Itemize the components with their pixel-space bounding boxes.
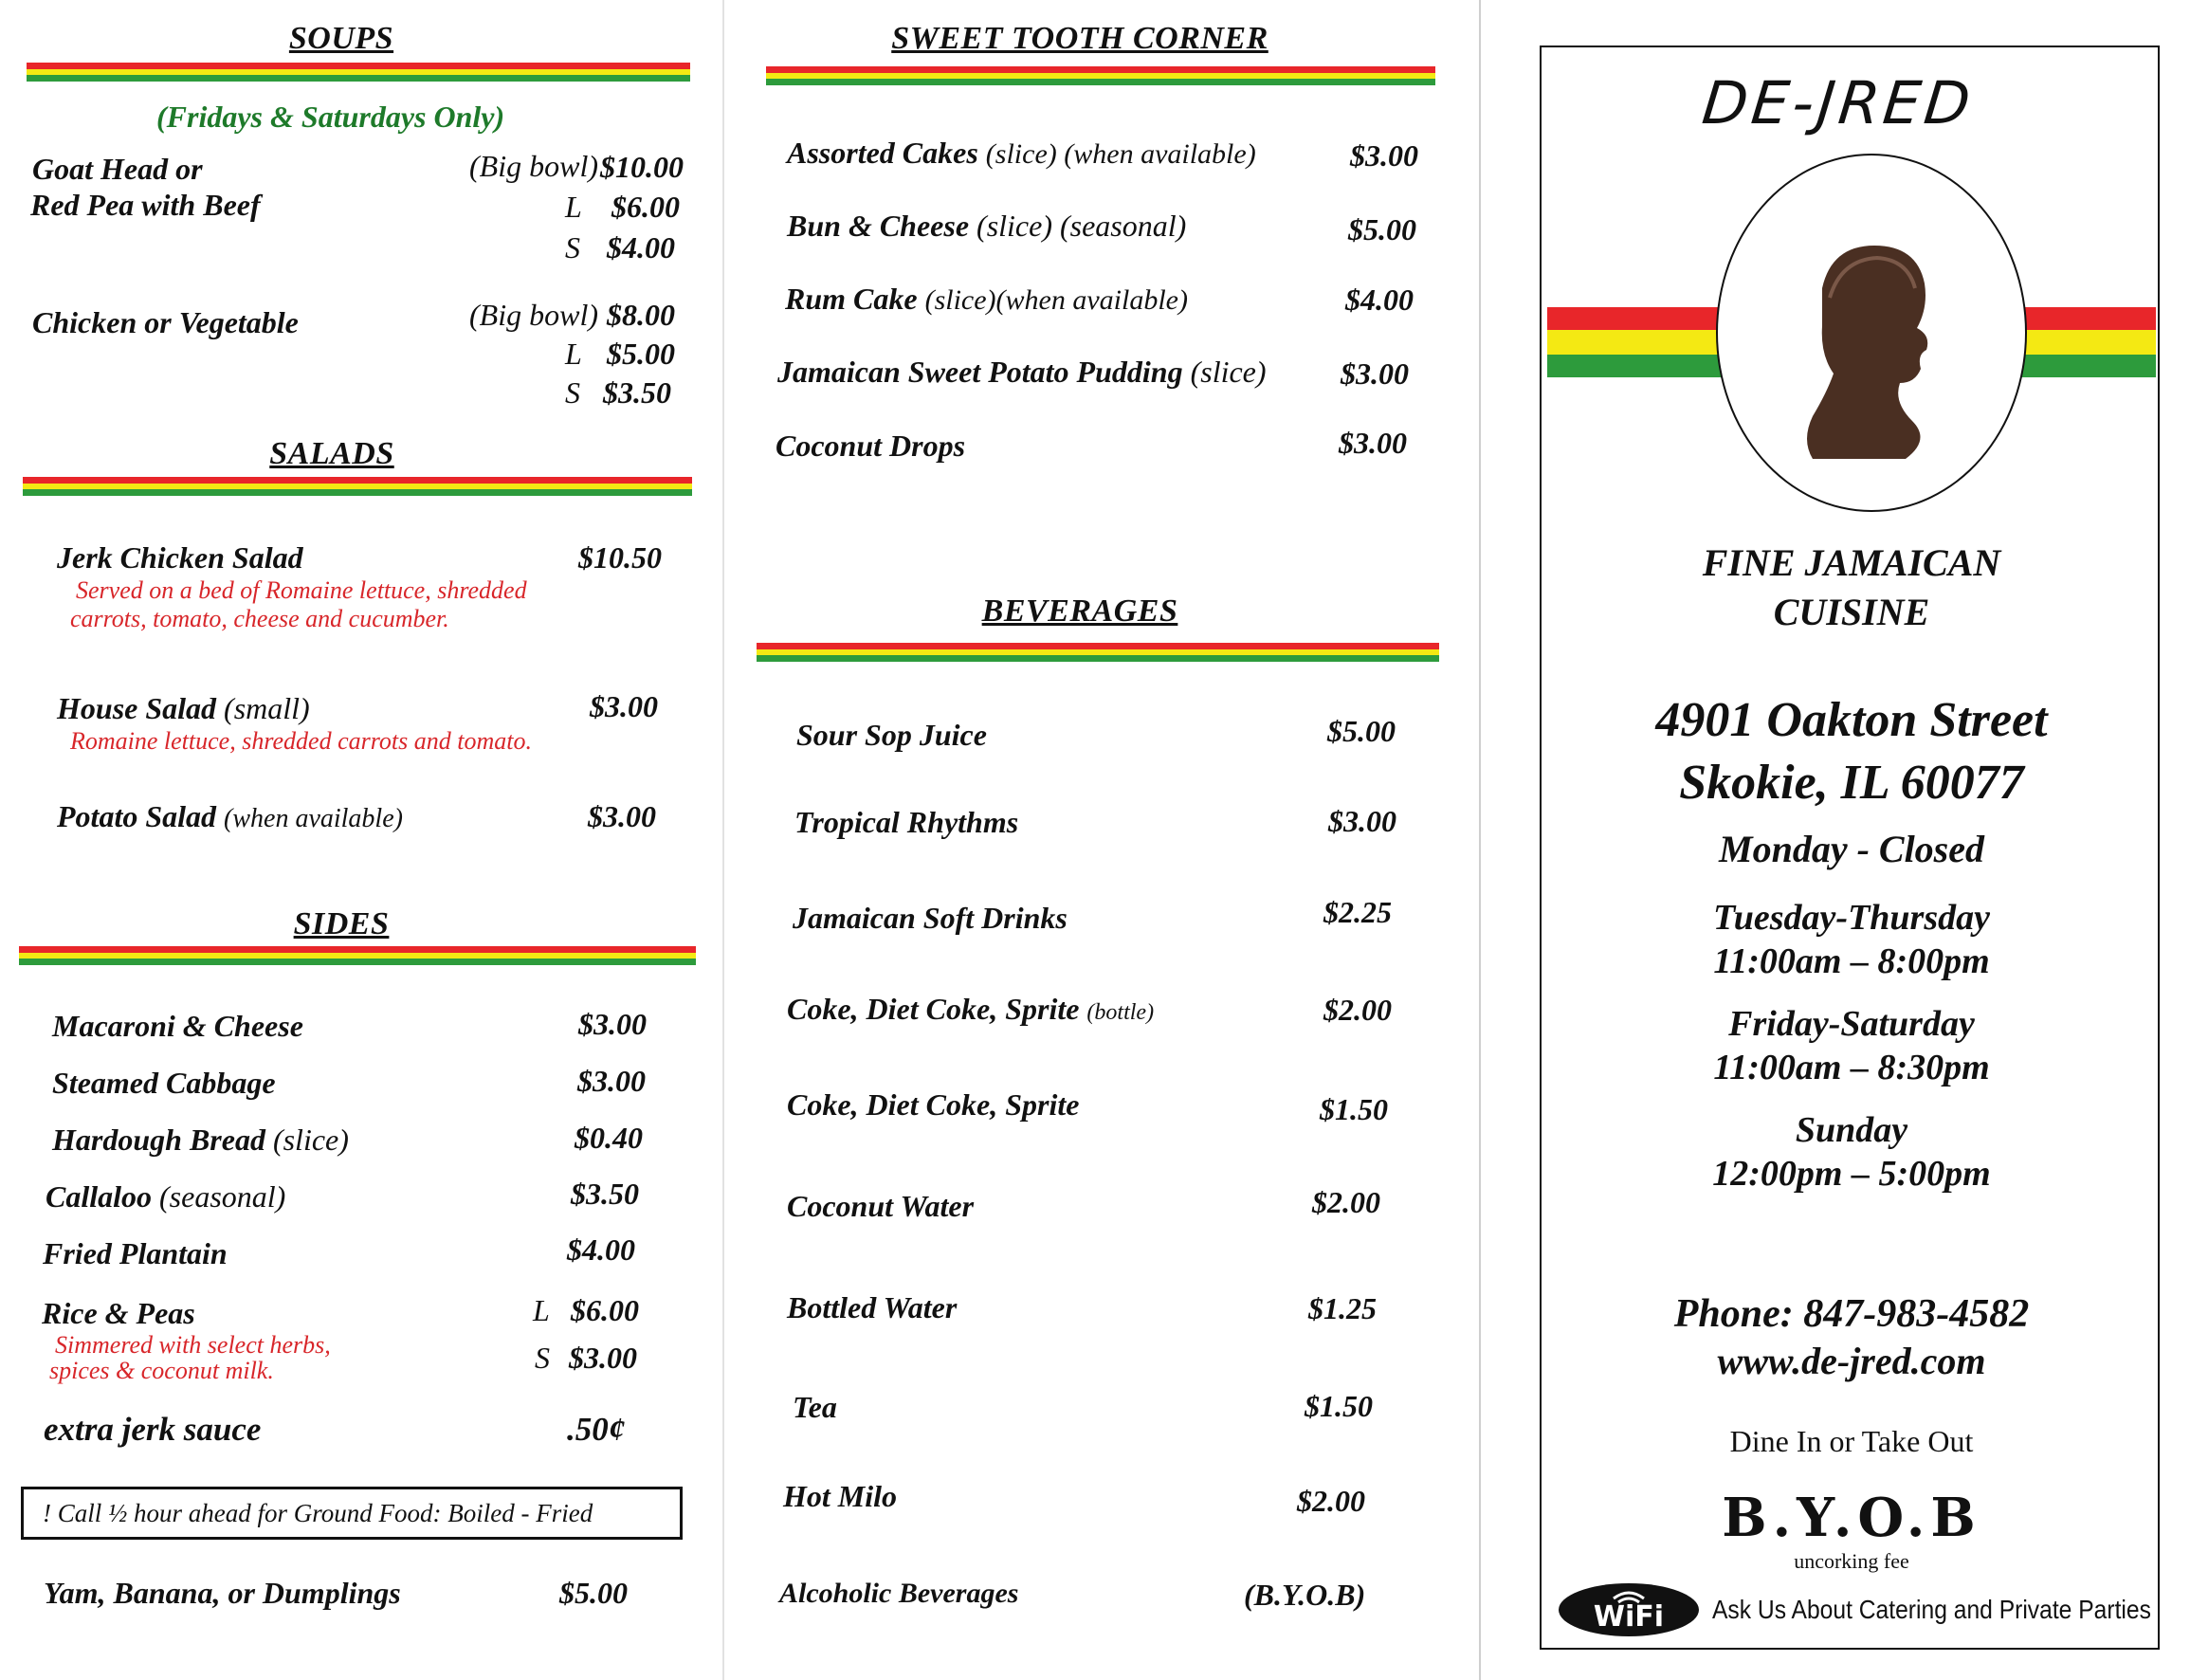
woman-profile-icon xyxy=(1718,155,2025,510)
beverage-coconut-water-price: $2.00 xyxy=(1312,1185,1380,1219)
beverage-tropical-rhythms-price: $3.00 xyxy=(1328,804,1396,838)
salad-potato-name: Potato Salad (when available) xyxy=(57,799,403,833)
extra-jerk-sauce-name: extra jerk sauce xyxy=(44,1411,262,1448)
beverage-soursop-name: Sour Sop Juice xyxy=(796,718,987,752)
hours-monday: Monday - Closed xyxy=(1719,828,1984,870)
soup-chicken-bigbowl-price: $8.00 xyxy=(607,298,675,332)
side-rice-peas-name: Rice & Peas xyxy=(42,1296,195,1330)
phone-number[interactable]: Phone: 847-983-4582 xyxy=(1673,1292,2030,1336)
sweet-potato-pudding-price: $3.00 xyxy=(1341,356,1409,391)
rasta-stripe xyxy=(757,643,1439,662)
sweet-assorted-cakes-name: Assorted Cakes (slice) (when available) xyxy=(787,136,1256,170)
byob-label: B.Y.O.B xyxy=(1722,1487,1981,1549)
rasta-stripe xyxy=(766,66,1435,85)
sweet-potato-pudding-name: Jamaican Sweet Potato Pudding (slice) xyxy=(777,355,1267,389)
sweet-bun-cheese-note: (slice) (seasonal) xyxy=(976,209,1187,243)
beverage-coconut-water-name: Coconut Water xyxy=(787,1189,975,1223)
beverage-coke-price: $1.50 xyxy=(1320,1092,1388,1126)
logo-oval xyxy=(1716,154,2027,512)
soup-goat-name-line1: Goat Head or xyxy=(32,152,203,186)
soup-chicken-large-price: $5.00 xyxy=(607,337,675,371)
beverage-soft-drinks-name: Jamaican Soft Drinks xyxy=(793,901,1068,935)
beverages-title: BEVERAGES xyxy=(981,593,1178,629)
soup-chicken-small-label: S xyxy=(565,375,580,410)
salad-house-price: $3.00 xyxy=(590,689,658,723)
salad-jerk-chicken-desc-line1: Served on a bed of Romaine lettuce, shredded xyxy=(76,576,527,604)
dine-take-out: Dine In or Take Out xyxy=(1729,1424,1974,1458)
rasta-stripe xyxy=(23,477,692,496)
soup-chicken-name: Chicken or Vegetable xyxy=(32,305,299,339)
side-rice-small-label: S xyxy=(535,1341,550,1375)
soup-chicken-small-price: $3.50 xyxy=(603,375,671,410)
salad-jerk-chicken-desc-line2: carrots, tomato, cheese and cucumber. xyxy=(70,605,449,632)
side-hardough-name: Hardough Bread (slice) xyxy=(52,1123,349,1157)
side-rice-peas-desc-line2: spices & coconut milk. xyxy=(49,1357,274,1384)
uncorking-fee: uncorking fee xyxy=(1794,1549,1909,1573)
sides-title: SIDES xyxy=(293,906,390,941)
soup-goat-large-label: L xyxy=(565,190,582,224)
ground-food-call-note: ! Call ½ hour ahead for Ground Food: Boiled - Fried xyxy=(21,1487,683,1540)
salad-potato-price: $3.00 xyxy=(588,799,656,833)
website-link[interactable]: www.de-jred.com xyxy=(1717,1340,1986,1382)
fold-line-right xyxy=(1479,0,1481,1680)
sweet-rum-cake-price: $4.00 xyxy=(1345,283,1414,317)
wifi-text: WiFi xyxy=(1593,1600,1665,1634)
sweet-coconut-drops-price: $3.00 xyxy=(1339,426,1407,460)
salad-jerk-chicken-name: Jerk Chicken Salad xyxy=(57,540,303,575)
salad-potato-note: (when available) xyxy=(224,804,403,833)
ground-food-name: Yam, Banana, or Dumplings xyxy=(44,1576,401,1610)
sweet-assorted-cakes-note: (slice) (when available) xyxy=(985,138,1256,170)
beverage-alcohol-name: Alcoholic Beverages xyxy=(779,1578,1019,1609)
side-callaloo-note: (seasonal) xyxy=(159,1179,286,1214)
rasta-stripe xyxy=(27,63,690,82)
side-cabbage-price: $3.00 xyxy=(577,1064,646,1098)
sweet-potato-pudding-note: (slice) xyxy=(1190,355,1267,389)
salad-house-note: (small) xyxy=(224,691,310,725)
side-callaloo-price: $3.50 xyxy=(571,1177,639,1211)
tagline-line1: FINE JAMAICAN xyxy=(1702,541,2001,584)
beverage-tea-name: Tea xyxy=(793,1390,837,1424)
side-macaroni-price: $3.00 xyxy=(578,1007,647,1041)
side-callaloo-name: Callaloo (seasonal) xyxy=(46,1179,286,1214)
soups-title: SOUPS xyxy=(288,21,394,56)
soup-goat-small-price: $4.00 xyxy=(607,230,675,265)
hours-fri-sat-label: Friday-Saturday xyxy=(1728,1004,1975,1044)
soup-chicken-bigbowl-label: (Big bowl) xyxy=(469,298,598,332)
beverage-tea-price: $1.50 xyxy=(1305,1389,1373,1423)
soup-goat-bigbowl-label: (Big bowl) xyxy=(469,149,598,183)
sweet-rum-cake-note: (slice)(when available) xyxy=(924,284,1188,316)
left-panel xyxy=(0,0,721,1680)
tagline-line2: CUISINE xyxy=(1773,591,1930,633)
sweet-rum-cake-name: Rum Cake (slice)(when available) xyxy=(785,282,1188,316)
soup-goat-bigbowl-price: $10.00 xyxy=(600,150,684,184)
side-cabbage-name: Steamed Cabbage xyxy=(52,1066,276,1100)
beverage-coke-bottle-price: $2.00 xyxy=(1323,993,1392,1027)
beverage-soursop-price: $5.00 xyxy=(1327,714,1396,748)
side-hardough-price: $0.40 xyxy=(575,1121,643,1155)
side-rice-peas-desc-line1: Simmered with select herbs, xyxy=(55,1331,331,1359)
beverage-soft-drinks-price: $2.25 xyxy=(1323,895,1392,929)
sweet-coconut-drops-name: Coconut Drops xyxy=(776,429,966,463)
side-plantain-name: Fried Plantain xyxy=(43,1236,228,1270)
hours-fri-sat-time: 11:00am – 8:30pm xyxy=(1713,1048,1990,1087)
beverage-tropical-rhythms-name: Tropical Rhythms xyxy=(794,805,1019,839)
sweet-bun-cheese-price: $5.00 xyxy=(1348,212,1416,247)
beverage-hot-milo-name: Hot Milo xyxy=(783,1479,898,1513)
beverage-hot-milo-price: $2.00 xyxy=(1297,1484,1365,1518)
hours-tue-thu-time: 11:00am – 8:00pm xyxy=(1713,941,1990,981)
salads-title: SALADS xyxy=(269,436,394,471)
side-plantain-price: $4.00 xyxy=(567,1233,635,1267)
address-line2: Skokie, IL 60077 xyxy=(1679,756,2024,810)
catering-note: Ask Us About Catering and Private Parties xyxy=(1712,1595,2151,1624)
salad-house-desc: Romaine lettuce, shredded carrots and tomato. xyxy=(70,727,532,755)
side-rice-large-price: $6.00 xyxy=(571,1293,639,1327)
soup-goat-small-label: S xyxy=(565,230,580,265)
beverage-alcohol-price: (B.Y.O.B) xyxy=(1244,1578,1366,1612)
wifi-badge xyxy=(1559,1583,1699,1636)
soup-goat-name-line2: Red Pea with Beef xyxy=(30,188,261,222)
side-rice-large-label: L xyxy=(533,1293,550,1327)
hours-sunday-label: Sunday xyxy=(1795,1110,1908,1150)
beverage-bottled-water-name: Bottled Water xyxy=(787,1290,958,1324)
beverage-coke-name: Coke, Diet Coke, Sprite xyxy=(787,1087,1080,1122)
soups-subtitle: (Fridays & Saturdays Only) xyxy=(156,100,505,134)
middle-panel xyxy=(724,0,1479,1680)
soup-goat-large-price: $6.00 xyxy=(611,190,680,224)
side-hardough-note: (slice) xyxy=(272,1123,349,1157)
brand-logo: DE-JRED xyxy=(1699,68,1978,137)
sweet-bun-cheese-name: Bun & Cheese (slice) (seasonal) xyxy=(787,209,1187,243)
salad-house-name: House Salad (small) xyxy=(57,691,310,725)
ground-food-price: $5.00 xyxy=(559,1576,628,1610)
beverage-coke-bottle-name: Coke, Diet Coke, Sprite (bottle) xyxy=(787,992,1155,1026)
side-rice-small-price: $3.00 xyxy=(569,1341,637,1375)
extra-jerk-sauce-price: .50¢ xyxy=(567,1411,626,1448)
hours-tue-thu-label: Tuesday-Thursday xyxy=(1712,898,1991,938)
hours-sunday-time: 12:00pm – 5:00pm xyxy=(1712,1154,1991,1194)
side-macaroni-name: Macaroni & Cheese xyxy=(52,1009,303,1043)
salad-jerk-chicken-price: $10.50 xyxy=(578,540,662,575)
cover-panel xyxy=(1540,46,2160,1650)
beverage-coke-bottle-note: (bottle) xyxy=(1086,1000,1155,1025)
beverage-bottled-water-price: $1.25 xyxy=(1308,1291,1377,1325)
sweet-assorted-cakes-price: $3.00 xyxy=(1350,138,1418,173)
rasta-stripe xyxy=(19,946,696,965)
soup-chicken-large-label: L xyxy=(565,337,582,371)
address-line1: 4901 Oakton Street xyxy=(1655,693,2048,747)
sweets-title: SWEET TOOTH CORNER xyxy=(891,21,1268,56)
